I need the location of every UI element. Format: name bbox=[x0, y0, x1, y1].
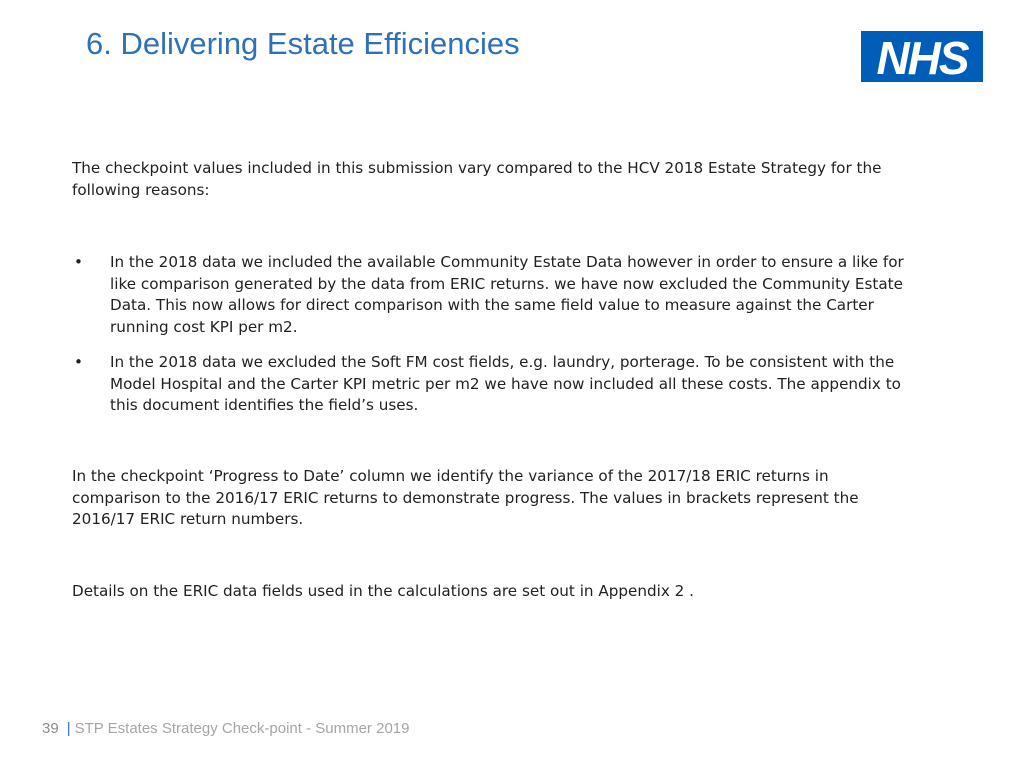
reasons-list bbox=[72, 252, 922, 431]
footer-text: STP Estates Strategy Check-point - Summer 2019 bbox=[74, 720, 410, 737]
footer-separator: | bbox=[66, 720, 71, 737]
nhs-logo bbox=[861, 31, 983, 82]
list-item-text: In the 2018 data we excluded the Soft FM cost fields, e.g. laundry, porterage. To be consistent with the Model Hospital and the Carter KPI metric per m2 we have now included all these costs. The appendix to this document identifies the field’s uses. bbox=[110, 353, 901, 414]
slide-title: 6. Delivering Estate Efficiencies bbox=[86, 26, 520, 61]
list-item bbox=[72, 352, 922, 417]
intro-paragraph: The checkpoint values included in this submission vary compared to the HCV 2018 Estate Strategy for the following reasons: bbox=[72, 159, 882, 199]
list-item-text: In the 2018 data we included the available Community Estate Data however in order to ensure a like for like comparison generated by the data from ERIC returns. we have now excluded the Community Estate Data. This now allows for direct comparison with the same field value to measure against the Carter running cost KPI per m2. bbox=[110, 253, 904, 336]
bullet-icon: • bbox=[74, 253, 83, 271]
page-number: 39 bbox=[42, 720, 59, 737]
slide-footer bbox=[42, 720, 409, 737]
details-paragraph: Details on the ERIC data fields used in the calculations are set out in Appendix 2 . bbox=[72, 582, 695, 600]
list-item bbox=[72, 252, 922, 338]
progress-paragraph: In the checkpoint ‘Progress to Date’ column we identify the variance of the 2017/18 ERIC returns in comparison to the 2016/17 ERIC returns to demonstrate progress. The values in brackets represent the 2016/17 ERIC return numbers. bbox=[72, 467, 859, 528]
bullet-icon: • bbox=[74, 353, 83, 371]
nhs-logo-text: NHS bbox=[876, 32, 968, 82]
